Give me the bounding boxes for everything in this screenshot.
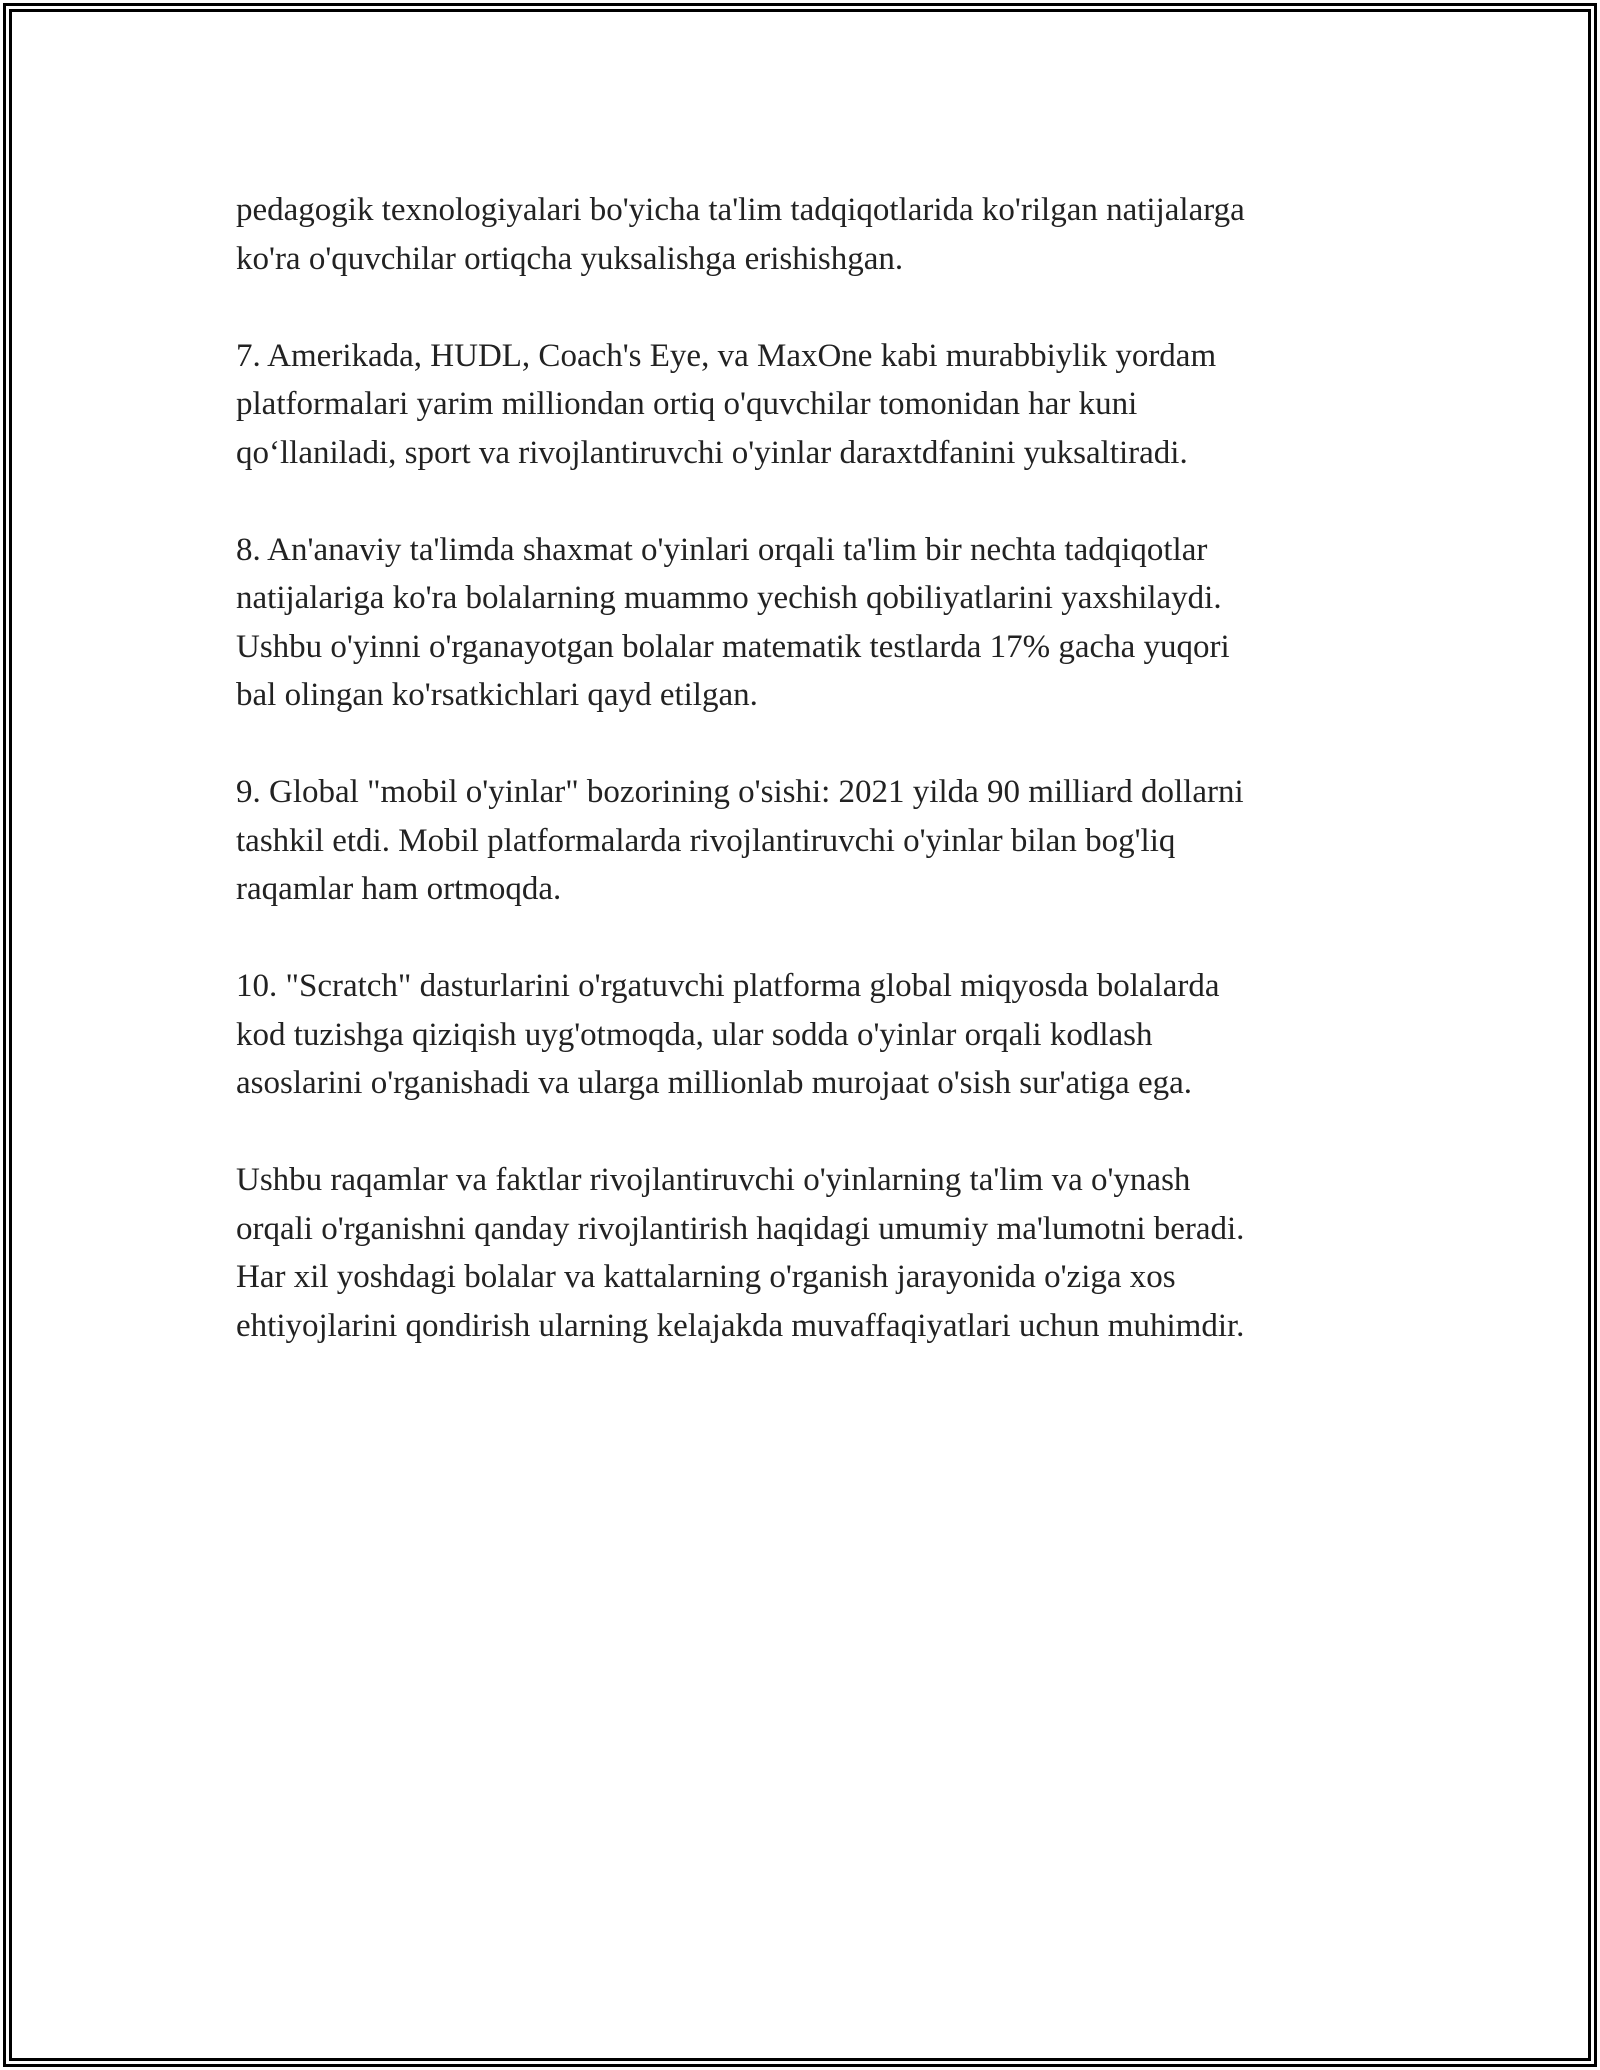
paragraph-item-9: 9. Global "mobil o'yinlar" bozorining o'sishi: 2021 yilda 90 milliard dollarni tashkil etdi. Mobil platformalarda rivojlantiruvchi o'yinlar bilan bog'liq raqamlar ham ortmoqda. (236, 774, 1244, 907)
document-body (236, 186, 1376, 1399)
paragraph-item-7: 7. Amerikada, HUDL, Coach's Eye, va MaxOne kabi murabbiylik yordam platformalari yarim milliondan ortiq o'quvchilar tomonidan har kuni qo‘llaniladi, sport va rivojlantiruvchi o'yinlar daraxtdfanini yuksaltiradi. (236, 337, 1217, 471)
paragraph-conclusion: Ushbu raqamlar va faktlar rivojlantiruvchi o'yinlarning ta'lim va o'ynash orqali o'rganishni qanday rivojlantirish haqidagi umumiy ma'lumotni beradi. Har xil yoshdagi bolalar va kattalarning o'rganish jarayonida o'ziga xos ehtiyojlarini qondirish ularning kelajakda muvaffaqiyatlari uchun muhimdir. (236, 1162, 1245, 1344)
paragraph-item-10: 10. "Scratch" dasturlarini o'rgatuvchi platforma global miqyosda bolalarda kod tuzishga qiziqish uyg'otmoqda, ular sodda o'yinlar orqali kodlash asoslarini o'rganishadi va ularga millionlab murojaat o'sish sur'atiga ega. (236, 968, 1220, 1101)
paragraph-item-8: 8. An'anaviy ta'limda shaxmat o'yinlari orqali ta'lim bir nechta tadqiqotlar natijalariga ko'ra bolalarning muammo yechish qobiliyatlarini yaxshilaydi. Ushbu o'yinni o'rganayotgan bolalar matematik testlarda 17% gacha yuqori bal olingan ko'rsatkichlari qayd etilgan. (236, 531, 1230, 713)
paragraph-continuation: pedagogik texnologiyalari bo'yicha ta'lim tadqiqotlarida ko'rilgan natijalarga ko'ra o'quvchilar ortiqcha yuksalishga erishishgan. (236, 192, 1245, 277)
